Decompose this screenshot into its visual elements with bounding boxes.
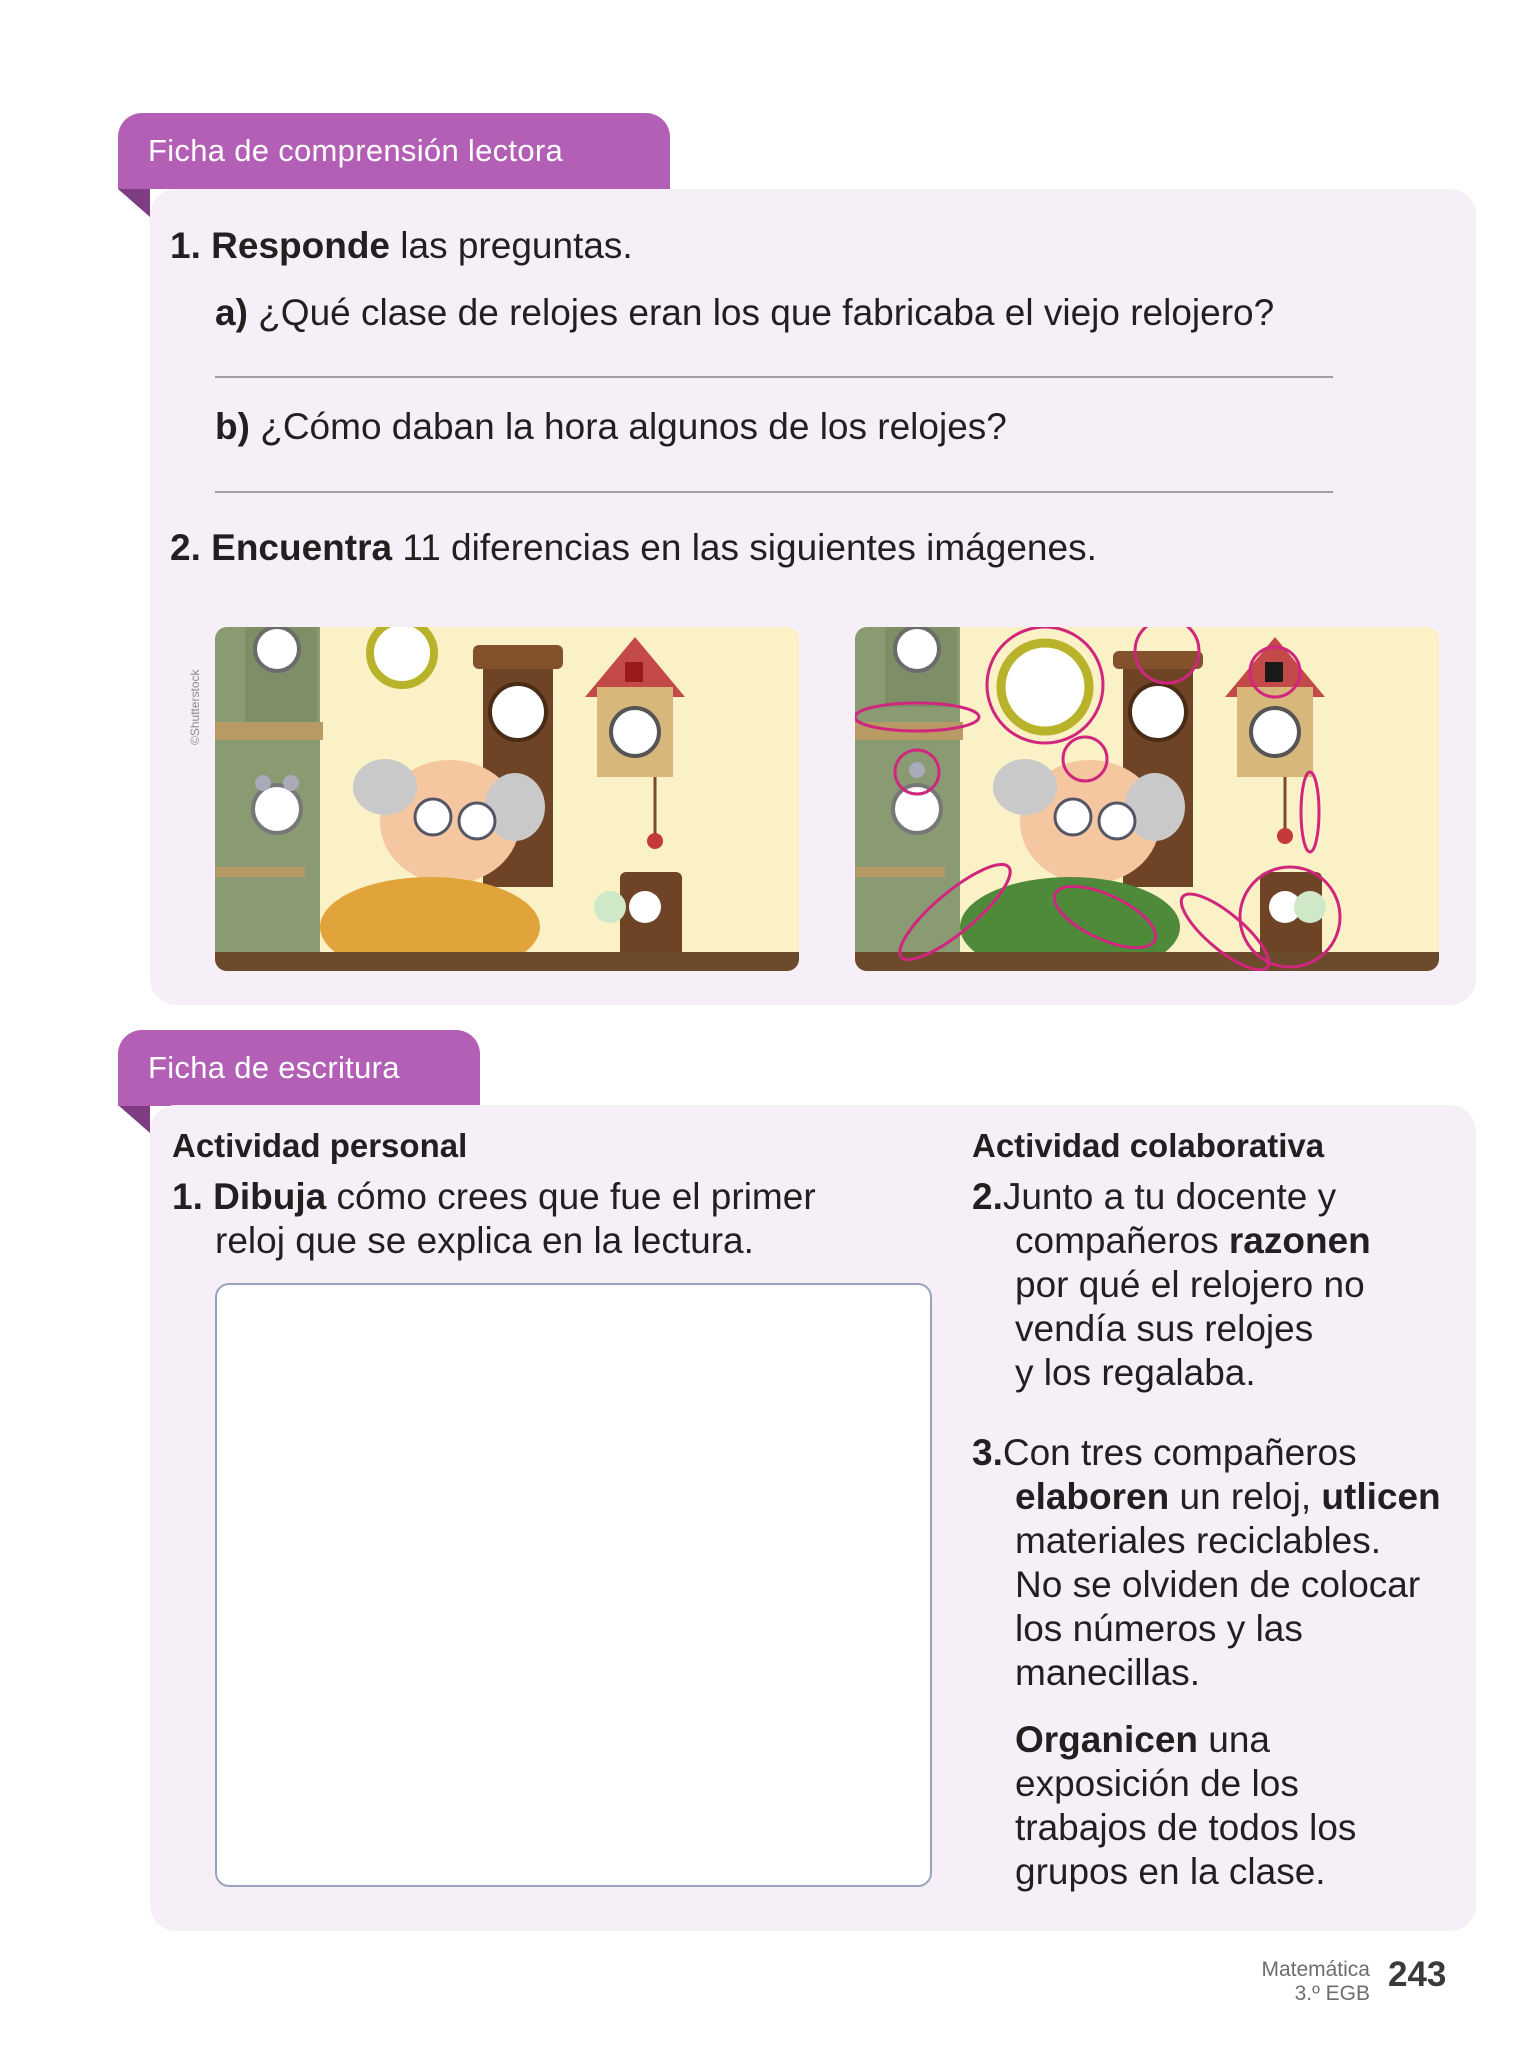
- item-text: exposición de los: [1015, 1763, 1299, 1804]
- item-text: grupos en la clase.: [1015, 1851, 1326, 1892]
- illustration-differences: [855, 627, 1439, 971]
- personal-activity-text: [172, 1175, 902, 1263]
- question-text: las preguntas.: [390, 225, 633, 266]
- collab-extra: [1015, 1718, 1475, 1894]
- item-verb: Dibuja: [213, 1176, 327, 1217]
- item-verb: razonen: [1228, 1220, 1371, 1261]
- drawing-area[interactable]: [215, 1283, 932, 1887]
- item-verb: utlicen: [1321, 1476, 1441, 1517]
- item-text: un reloj,: [1169, 1476, 1322, 1517]
- item-text: Junto a tu docente y: [1002, 1176, 1337, 1217]
- tab-fold: [118, 189, 150, 217]
- question-text: 11 diferencias en las siguientes imágenes.: [392, 527, 1097, 568]
- question-b: [215, 405, 1007, 449]
- item-text: vendía sus relojes: [1015, 1308, 1314, 1349]
- question-text: ¿Cómo daban la hora algunos de los relojes?: [249, 406, 1007, 447]
- question-2: [170, 526, 1097, 570]
- subtitle-actividad-personal: Actividad personal: [172, 1127, 468, 1164]
- illustration-original: [215, 627, 799, 971]
- tab-fold: [118, 1105, 150, 1133]
- item-text: los números y las: [1015, 1608, 1303, 1649]
- item-number: 3.: [972, 1432, 1003, 1473]
- item-text: trabajos de todos los: [1015, 1807, 1357, 1848]
- item-number: 2.: [972, 1176, 1003, 1217]
- item-text: cómo crees que fue el primer: [326, 1176, 816, 1217]
- item-text: compañeros: [1015, 1220, 1229, 1261]
- item-text: Con tres compañeros: [1002, 1432, 1357, 1473]
- section-tab-comprension: Ficha de comprensión lectora: [118, 113, 670, 189]
- page-number: 243: [1388, 1955, 1447, 1994]
- item-text: manecillas.: [1015, 1652, 1201, 1693]
- question-letter: b): [215, 406, 250, 447]
- collab-item-2: [972, 1175, 1472, 1395]
- item-text: y los regalaba.: [1015, 1352, 1256, 1393]
- footer-subject: Matemática: [1261, 1958, 1370, 1981]
- item-text: por qué el relojero no: [1015, 1264, 1365, 1305]
- collab-item-3: [972, 1431, 1492, 1695]
- question-number: 1.: [170, 225, 201, 266]
- subtitle-actividad-colaborativa: Actividad colaborativa: [972, 1127, 1325, 1164]
- question-letter: a): [215, 292, 248, 333]
- question-verb: Encuentra: [211, 527, 393, 568]
- item-verb: Organicen: [1015, 1719, 1198, 1760]
- item-text: No se olviden de colocar: [1015, 1564, 1421, 1605]
- question-verb: Responde: [211, 225, 390, 266]
- section-tab-escritura: Ficha de escritura: [118, 1030, 480, 1106]
- footer-grade: 3.º EGB: [1294, 1982, 1370, 2005]
- question-number: 2.: [170, 527, 201, 568]
- item-text: materiales reciclables.: [1015, 1520, 1382, 1561]
- item-text: reloj que se explica en la lectura.: [215, 1220, 754, 1261]
- image-credit: ©Shutterstock: [188, 669, 202, 745]
- item-text: una: [1198, 1719, 1271, 1760]
- item-verb: elaboren: [1015, 1476, 1170, 1517]
- answer-line-b[interactable]: [215, 491, 1333, 493]
- question-text: ¿Qué clase de relojes eran los que fabricaba el viejo relojero?: [247, 292, 1275, 333]
- item-number: 1.: [172, 1176, 203, 1217]
- answer-line-a[interactable]: [215, 376, 1333, 378]
- question-1: [170, 224, 633, 268]
- question-a: [215, 291, 1274, 335]
